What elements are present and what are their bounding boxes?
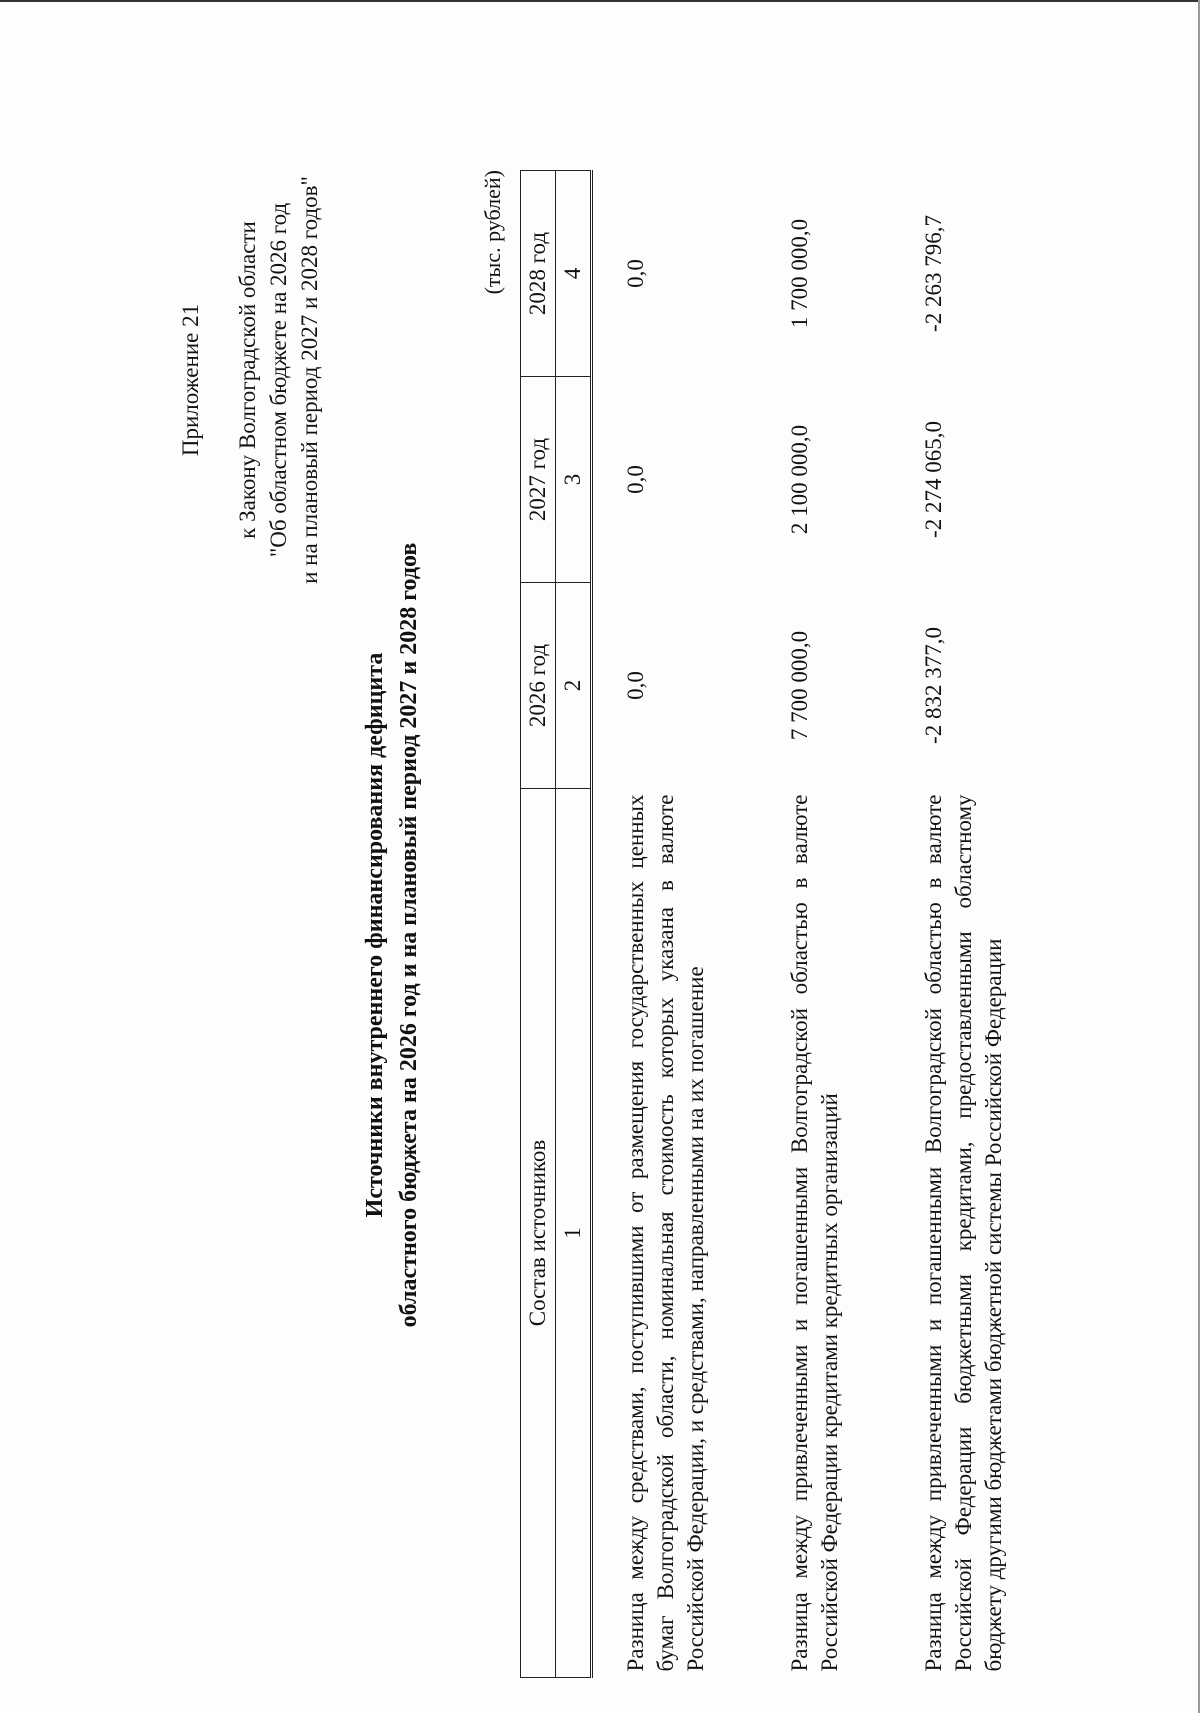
- law-reference-line: к Закону Волгоградской области: [235, 221, 260, 539]
- header-sources: Состав источников: [521, 788, 556, 1677]
- header-number: 4: [556, 171, 592, 377]
- source-description: Разница между привлеченными и погашенными Волгоградской областью в валюте Российской Федерации бюджетными кредитами, предоставленными областному бюджету другими бюджетами бюджетной системы Российской Федерации: [921, 794, 1006, 1672]
- law-reference-line: и на плановый период 2027 и 2028 годов": [297, 176, 322, 584]
- header-2027: 2027 год: [521, 377, 556, 583]
- header-number: 2: [556, 583, 592, 789]
- header-2026: 2026 год: [521, 583, 556, 789]
- source-description: Разница между привлеченными и погашенными Волгоградской областью в валюте Российской Федерации кредитами кредитных организаций: [787, 794, 842, 1672]
- header-number: 1: [556, 788, 592, 1677]
- title-line: областного бюджета на 2026 год и на плановый период 2027 и 2028 годов: [396, 542, 422, 1328]
- title-line: Источники внутреннего финансирования дефицита: [362, 652, 388, 1218]
- value-2027: 0,0: [623, 465, 648, 494]
- value-2027: 2 100 000,0: [787, 424, 812, 535]
- scan-edge-top: [0, 0, 1200, 2]
- law-reference-line: "Об областном бюджете на 2026 год: [266, 202, 291, 558]
- value-2028: 0,0: [623, 259, 648, 288]
- table-row: [757, 171, 891, 1678]
- document-title: [358, 170, 426, 1700]
- table-row: [592, 171, 758, 1678]
- financing-sources-table: [520, 170, 1055, 1678]
- units-label: (тыс. рублей): [480, 170, 505, 295]
- document-page: [90, 170, 1170, 1700]
- value-2026: -2 832 377,0: [921, 627, 946, 744]
- value-2026: 0,0: [623, 671, 648, 700]
- law-reference: [232, 170, 325, 590]
- value-2027: -2 274 065,0: [921, 421, 946, 538]
- table-row: [891, 171, 1055, 1678]
- source-description: Разница между средствами, поступившими от размещения государственных ценных бумаг Волгоградской области, номинальная стоимость которых указана в валюте Российской Федерации, и средствами, направленными на их погашение: [623, 794, 708, 1672]
- appendix-block: [90, 170, 325, 590]
- value-2028: 1 700 000,0: [787, 218, 812, 329]
- header-2028: 2028 год: [521, 171, 556, 377]
- value-2028: -2 263 796,7: [921, 215, 946, 332]
- value-2026: 7 700 000,0: [787, 630, 812, 741]
- header-number: 3: [556, 377, 592, 583]
- appendix-number: Приложение 21: [178, 303, 203, 457]
